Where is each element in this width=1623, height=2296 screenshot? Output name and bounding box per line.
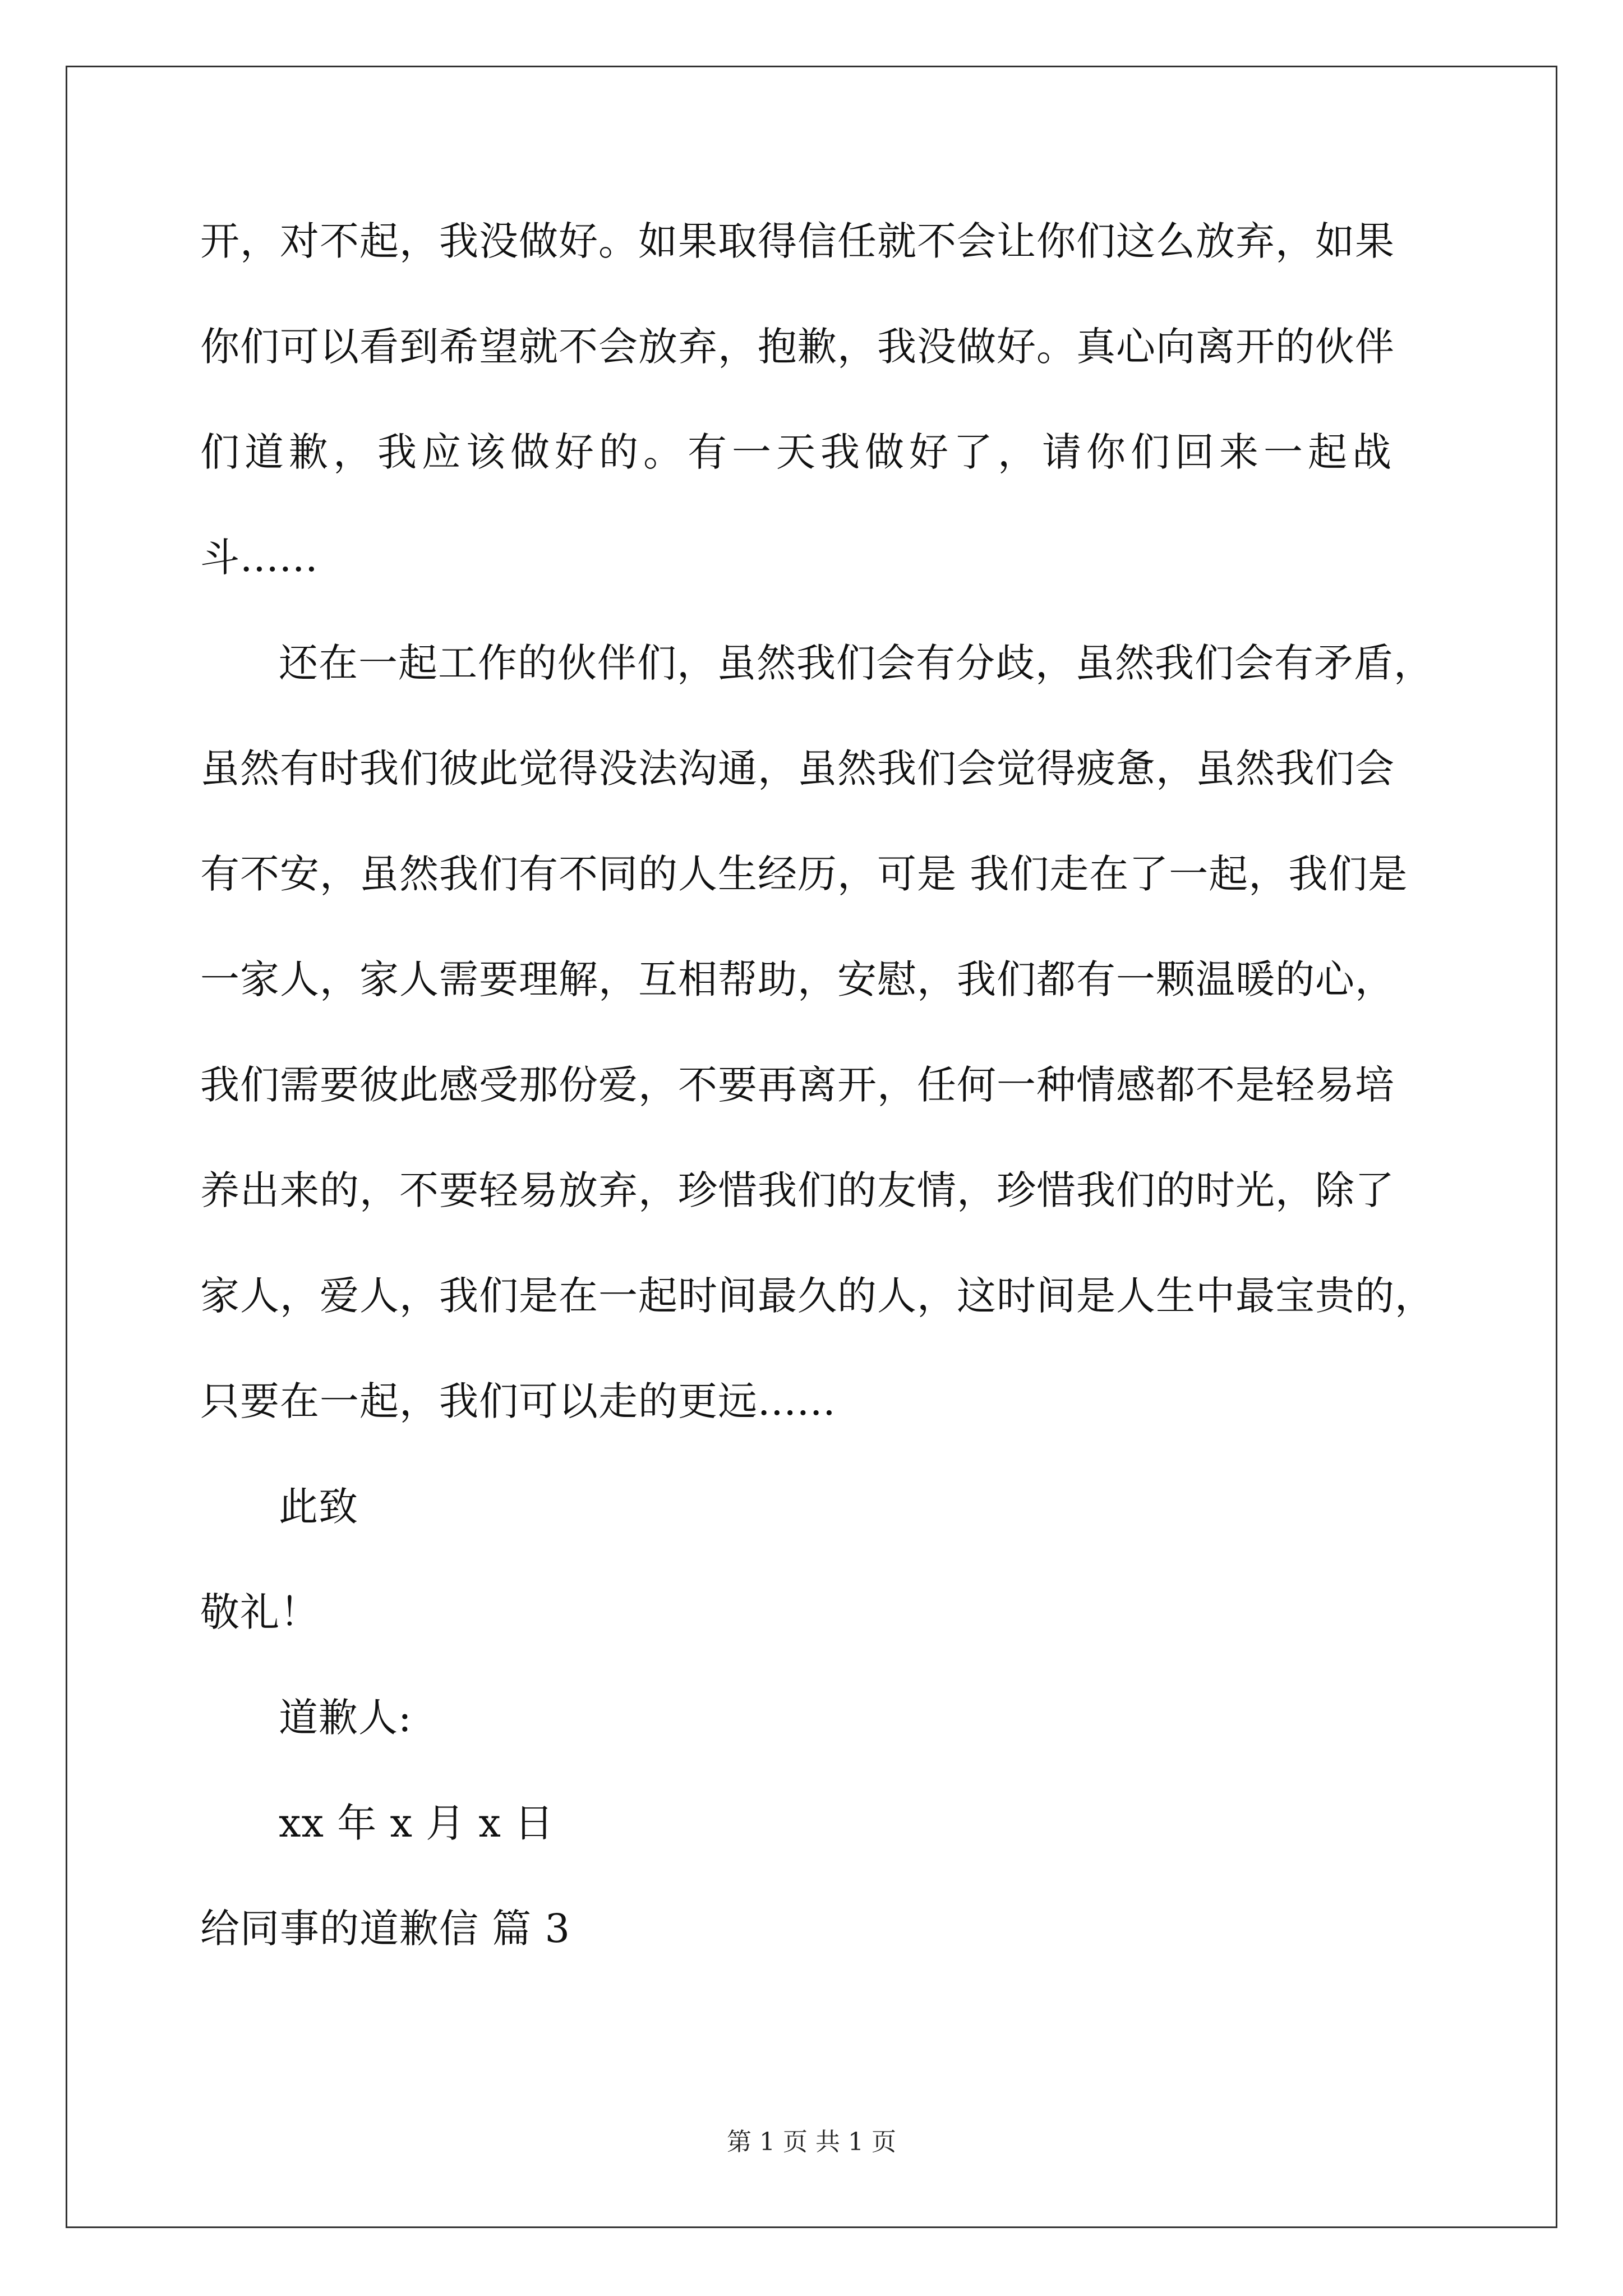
body-line: 们道歉，我应该做好的。有一天我做好了，请你们回来一起战 — [200, 429, 1396, 475]
body-line: 虽然有时我们彼此觉得没法沟通，虽然我们会觉得疲惫，虽然我们会 — [200, 746, 1395, 792]
letter-body — [200, 218, 1484, 2014]
closing-text: 此致 — [279, 1484, 358, 1530]
body-line: 斗...... — [200, 535, 319, 581]
body-line: 我们需要彼此感受那份爱，不要再离开，任何一种情感都不是轻易培 — [200, 1062, 1395, 1108]
body-line: 只要在一起，我们可以走的更远...... — [200, 1378, 836, 1424]
body-line: 家人，爱人，我们是在一起时间最久的人，这时间是人生中最宝贵的， — [200, 1273, 1435, 1319]
body-line: 有不安，虽然我们有不同的人生经历，可是 我们走在了一起，我们是 — [200, 851, 1408, 897]
body-line: 养出来的，不要轻易放弃，珍惜我们的友情，珍惜我们的时光，除了 — [200, 1167, 1395, 1213]
section-title: 给同事的道歉信 篇 3 — [200, 1906, 571, 1952]
page-number: 第 1 页 共 1 页 — [727, 2128, 896, 2156]
body-line: 一家人，家人需要理解，互相帮助，安慰，我们都有一颗温暖的心， — [200, 956, 1395, 1002]
body-line: 还在一起工作的伙伴们，虽然我们会有分歧，虽然我们会有矛盾， — [279, 640, 1433, 686]
date-text: xx 年 x 月 x 日 — [279, 1800, 555, 1846]
salutation-text: 敬礼！ — [200, 1589, 320, 1635]
signature-label: 道歉人: — [279, 1695, 412, 1741]
body-line: 你们可以看到希望就不会放弃，抱歉，我没做好。真心向离开的伙伴 — [200, 324, 1395, 370]
body-line: 开，对不起，我没做好。如果取得信任就不会让你们这么放弃，如果 — [200, 218, 1395, 264]
